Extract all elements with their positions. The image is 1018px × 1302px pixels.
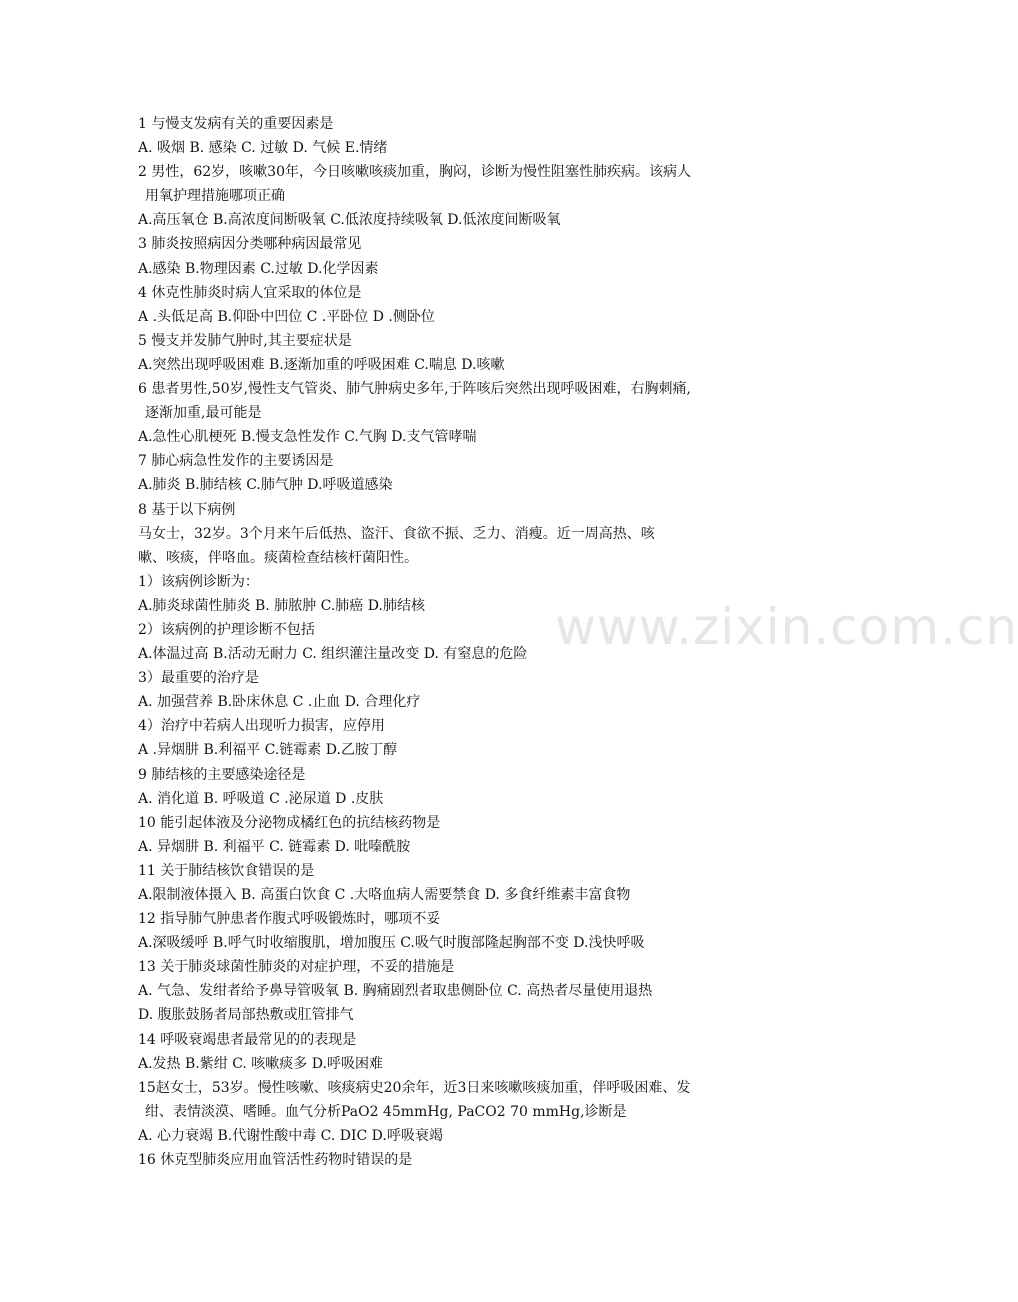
text-line: A. 加强营养 B.卧床休息 C .止血 D. 合理化疗 [138, 694, 421, 711]
text-line: A .头低足高 B.仰卧中凹位 C .平卧位 D .侧卧位 [138, 308, 435, 325]
text-line: 8 基于以下病例 [138, 501, 236, 518]
text-line: A.高压氧仓 B.高浓度间断吸氧 C.低浓度持续吸氧 D.低浓度间断吸氧 [138, 212, 561, 229]
text-line: 15赵女士，53岁。慢性咳嗽、咳痰病史20余年，近3日来咳嗽咳痰加重，伴呼吸困难、发 [138, 1079, 691, 1096]
document-body [138, 112, 793, 1172]
text-line: 1）该病例诊断为： [138, 573, 259, 590]
text-line: 6 患者男性,50岁,慢性支气管炎、肺气肿病史多年,于阵咳后突然出现呼吸困难，右胸刺痛, [138, 381, 691, 398]
text-line: 2）该病例的护理诊断不包括 [138, 621, 315, 638]
watermark: www.zixin.com.cn [555, 598, 1018, 656]
text-line: 3 肺炎按照病因分类哪种病因最常见 [138, 236, 362, 253]
text-line: 9 肺结核的主要感染途径是 [138, 766, 306, 783]
text-line: A.肺炎 B.肺结核 C.肺气肿 D.呼吸道感染 [138, 477, 393, 494]
text-line: A.突然出现呼吸困难 B.逐渐加重的呼吸困难 C.喘息 D.咳嗽 [138, 356, 505, 373]
text-line: 12 指导肺气肿患者作腹式呼吸锻炼时，哪项不妥 [138, 911, 441, 928]
text-line: A. 气急、发绀者给予鼻导管吸氧 B. 胸痛剧烈者取患侧卧位 C. 高热者尽量使用退热 [138, 983, 653, 1000]
text-line: 14 呼吸衰竭患者最常见的的表现是 [138, 1031, 357, 1048]
text-line: A. 消化道 B. 呼吸道 C .泌尿道 D .皮肤 [138, 790, 384, 807]
text-line: 4）治疗中若病人出现听力损害，应停用 [138, 718, 385, 735]
text-line: 10 能引起体液及分泌物成橘红色的抗结核药物是 [138, 814, 441, 831]
text-line: A. 吸烟 B. 感染 C. 过敏 D. 气候 E.情绪 [138, 140, 388, 157]
text-line: A. 心力衰竭 B.代谢性酸中毒 C. DIC D.呼吸衰竭 [138, 1127, 443, 1144]
text-line: 11 关于肺结核饮食错误的是 [138, 862, 315, 879]
text-line: A.急性心肌梗死 B.慢支急性发作 C.气胸 D.支气管哮喘 [138, 429, 477, 446]
text-line: A.感染 B.物理因素 C.过敏 D.化学因素 [138, 260, 379, 277]
text-line: 5 慢支并发肺气肿时,其主要症状是 [138, 332, 352, 349]
text-line: 马女士，32岁。3个月来午后低热、盗汗、食欲不振、乏力、消瘦。近一周高热、咳 [138, 525, 655, 542]
text-line: 3）最重要的治疗是 [138, 670, 259, 687]
text-line: A.发热 B.紫绀 C. 咳嗽痰多 D.呼吸困难 [138, 1055, 383, 1072]
text-line: 绀、表情淡漠、嗜睡。血气分析PaO2 45mmHg, PaCO2 70 mmHg,诊断是 [145, 1103, 627, 1120]
text-line: 13 关于肺炎球菌性肺炎的对症护理，不妥的措施是 [138, 959, 455, 976]
text-line: D. 腹胀鼓肠者局部热敷或肛管排气 [138, 1007, 354, 1024]
text-line: 逐渐加重,最可能是 [145, 405, 262, 422]
text-line: 1 与慢支发病有关的重要因素是 [138, 116, 334, 132]
text-line: A .异烟肼 B.利福平 C.链霉素 D.乙胺丁醇 [138, 742, 397, 759]
text-line: A. 异烟肼 B. 利福平 C. 链霉素 D. 吡嗪酰胺 [138, 838, 411, 855]
text-line: A.体温过高 B.活动无耐力 C. 组织灌注量改变 D. 有窒息的危险 [138, 646, 528, 663]
text-line: A.深吸缓呼 B.呼气时收缩腹肌，增加腹压 C.吸气时腹部隆起胸部不变 D.浅快呼吸 [138, 935, 645, 952]
text-line: A.限制液体摄入 B. 高蛋白饮食 C .大咯血病人需要禁食 D. 多食纤维素丰富食物 [138, 887, 631, 903]
text-line: A.肺炎球菌性肺炎 B. 肺脓肿 C.肺癌 D.肺结核 [138, 597, 425, 614]
text-line: 4 休克性肺炎时病人宜采取的体位是 [138, 284, 362, 301]
text-line: 嗽、咳痰，伴咯血。痰菌检查结核杆菌阳性。 [138, 549, 418, 566]
text-line: 用氧护理措施哪项正确 [145, 188, 285, 205]
text-line: 2 男性，62岁，咳嗽30年，今日咳嗽咳痰加重，胸闷，诊断为慢性阻塞性肺疾病。该病人 [138, 164, 691, 181]
text-line: 16 休克型肺炎应用血管活性药物时错误的是 [138, 1152, 413, 1169]
text-line: 7 肺心病急性发作的主要诱因是 [138, 453, 334, 470]
